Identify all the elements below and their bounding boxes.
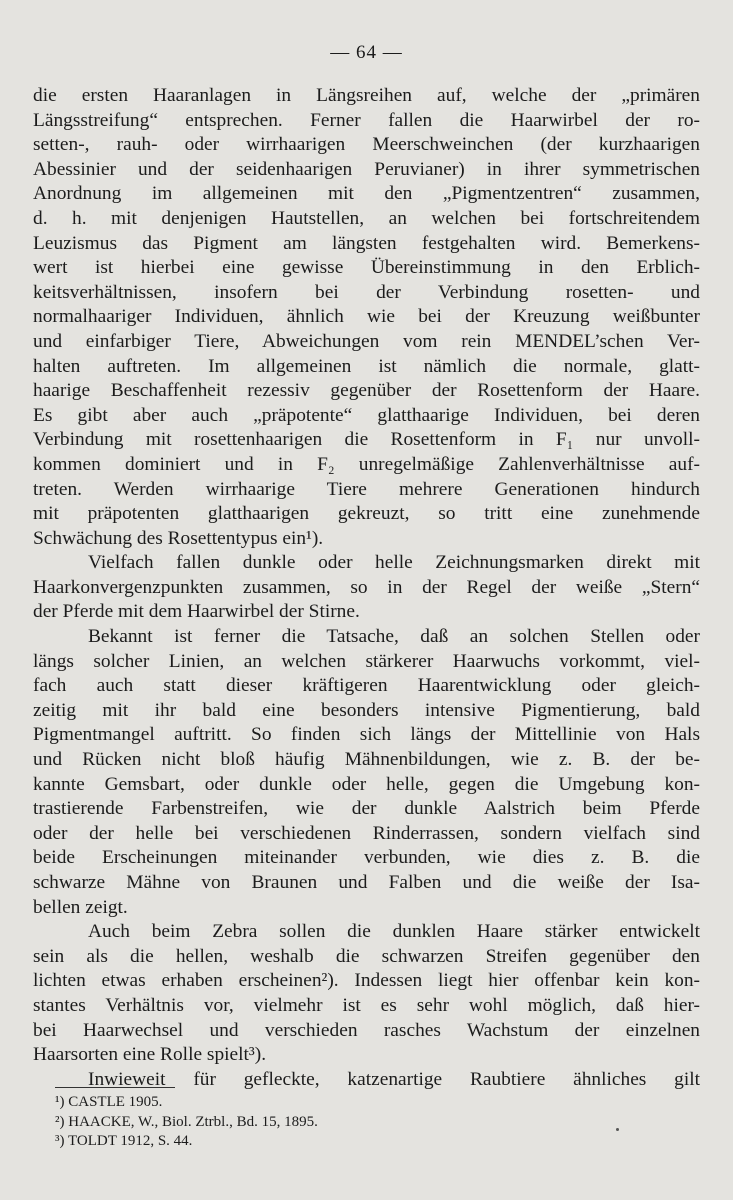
text-line: setten-, rauh- oder wirrhaarigen Meerschweinchen (der kurzhaarigen (33, 134, 700, 156)
text-line: treten. Werden wirrhaarige Tiere mehrere Generationen hindurch (33, 478, 700, 500)
text-line: die ersten Haaranlagen in Längsreihen auf, welche der „primären (33, 85, 700, 106)
text-line: keitsverhältnissen, insofern bei der Verbindung rosetten- und (33, 281, 700, 303)
text-line: zeitig mit ihr bald eine besonders intensive Pigmentierung, bald (33, 699, 700, 721)
footnotes (55, 1093, 655, 1152)
text-line: Haarsorten eine Rolle spielt³). (33, 1044, 267, 1066)
text-line: längs solcher Linien, an welchen stärkerer Haarwuchs vorkommt, viel- (33, 650, 700, 672)
text-line: trastierende Farbenstreifen, wie der dunkle Aalstrich beim Pferde (33, 798, 700, 820)
text-line: Auch beim Zebra sollen die dunklen Haare stärker entwickelt (88, 921, 700, 943)
text-line: kannte Gemsbart, oder dunkle oder helle, gegen die Umgebung kon- (33, 773, 700, 795)
text-line: Inwieweit für gefleckte, katzenartige Raubtiere ähnliches gilt (88, 1068, 700, 1090)
footnote: ³) TOLDT 1912, S. 44. (55, 1133, 193, 1149)
text-line: halten auftreten. Im allgemeinen ist nämlich die normale, glatt- (33, 355, 700, 377)
text-line: fach auch statt dieser kräftigeren Haarentwicklung oder gleich- (33, 675, 700, 697)
text-line: mit präpotenten glatthaarigen gekreuzt, so tritt eine zunehmende (33, 503, 700, 525)
text-line: und Rücken nicht bloß häufig Mähnenbildungen, wie z. B. der be- (33, 749, 700, 771)
text-line: Längsstreifung“ entsprechen. Ferner fallen die Haarwirbel der ro- (33, 109, 700, 131)
text-line: Bekannt ist ferner die Tatsache, daß an solchen Stellen oder (88, 626, 700, 648)
text-line: und einfarbiger Tiere, Abweichungen vom rein MENDEL’schen Ver- (33, 330, 700, 352)
text-line: sein als die hellen, weshalb die schwarzen Streifen gegenüber den (33, 945, 700, 967)
speck-mark (616, 1128, 619, 1131)
page-number: — 64 — (330, 42, 403, 63)
text-line: schwarze Mähne von Braunen und Falben und die weiße der Isa- (33, 872, 700, 893)
text-line: bei Haarwechsel und verschieden rasches Wachstum der einzelnen (33, 1019, 700, 1041)
footnote-rule (55, 1087, 175, 1088)
text-line: der Pferde mit dem Haarwirbel der Stirne. (33, 601, 360, 623)
text-line: Haarkonvergenzpunkten zusammen, so in der Regel der weiße „Stern“ (33, 576, 700, 598)
text-line: Anordnung im allgemeinen mit den „Pigmentzentren“ zusammen, (33, 183, 700, 205)
text-line: Leuzismus das Pigment am längsten festgehalten wird. Bemerkens- (33, 232, 700, 254)
text-line: oder der helle bei verschiedenen Rinderrassen, sondern vielfach sind (33, 822, 700, 844)
text-line: Schwächung des Rosettentypus ein¹). (33, 527, 324, 549)
text-line: kommen dominiert und in F₂ unregelmäßige Zahlenverhältnisse auf- (33, 453, 700, 475)
text-line: Pigmentmangel auftritt. So finden sich längs der Mittellinie von Hals (33, 724, 700, 746)
text-line: Vielfach fallen dunkle oder helle Zeichnungsmarken direkt mit (88, 552, 700, 574)
text-line: bellen zeigt. (33, 896, 128, 918)
text-line: wert ist hierbei eine gewisse Übereinstimmung in den Erblich- (33, 257, 700, 279)
text-line: beide Erscheinungen miteinander verbunden, wie dies z. B. die (33, 847, 700, 869)
text-line: normalhaariger Individuen, ähnlich wie bei der Kreuzung weißbunter (33, 306, 700, 328)
text-line: d. h. mit denjenigen Hautstellen, an welchen bei fortschreitendem (33, 207, 700, 229)
text-line: Es gibt aber auch „präpotente“ glatthaarige Individuen, bei deren (33, 404, 700, 426)
footnote: ¹) CASTLE 1905. (55, 1094, 163, 1110)
footnote: ²) HAACKE, W., Biol. Ztrbl., Bd. 15, 1895. (55, 1113, 318, 1130)
text-line: Abessinier und der seidenhaarigen Peruvianer) in ihrer symmetrischen (33, 158, 700, 180)
text-line: stantes Verhältnis vor, vielmehr ist es sehr wohl möglich, daß hier- (33, 994, 700, 1016)
body-text (33, 84, 700, 1092)
text-line: Verbindung mit rosettenhaarigen die Rosettenform in F₁ nur unvoll- (33, 429, 700, 451)
text-line: lichten etwas erhaben erscheinen²). Indessen liegt hier offenbar kein kon- (33, 970, 700, 992)
text-line: haarige Beschaffenheit rezessiv gegenüber der Rosettenform der Haare. (33, 380, 700, 402)
